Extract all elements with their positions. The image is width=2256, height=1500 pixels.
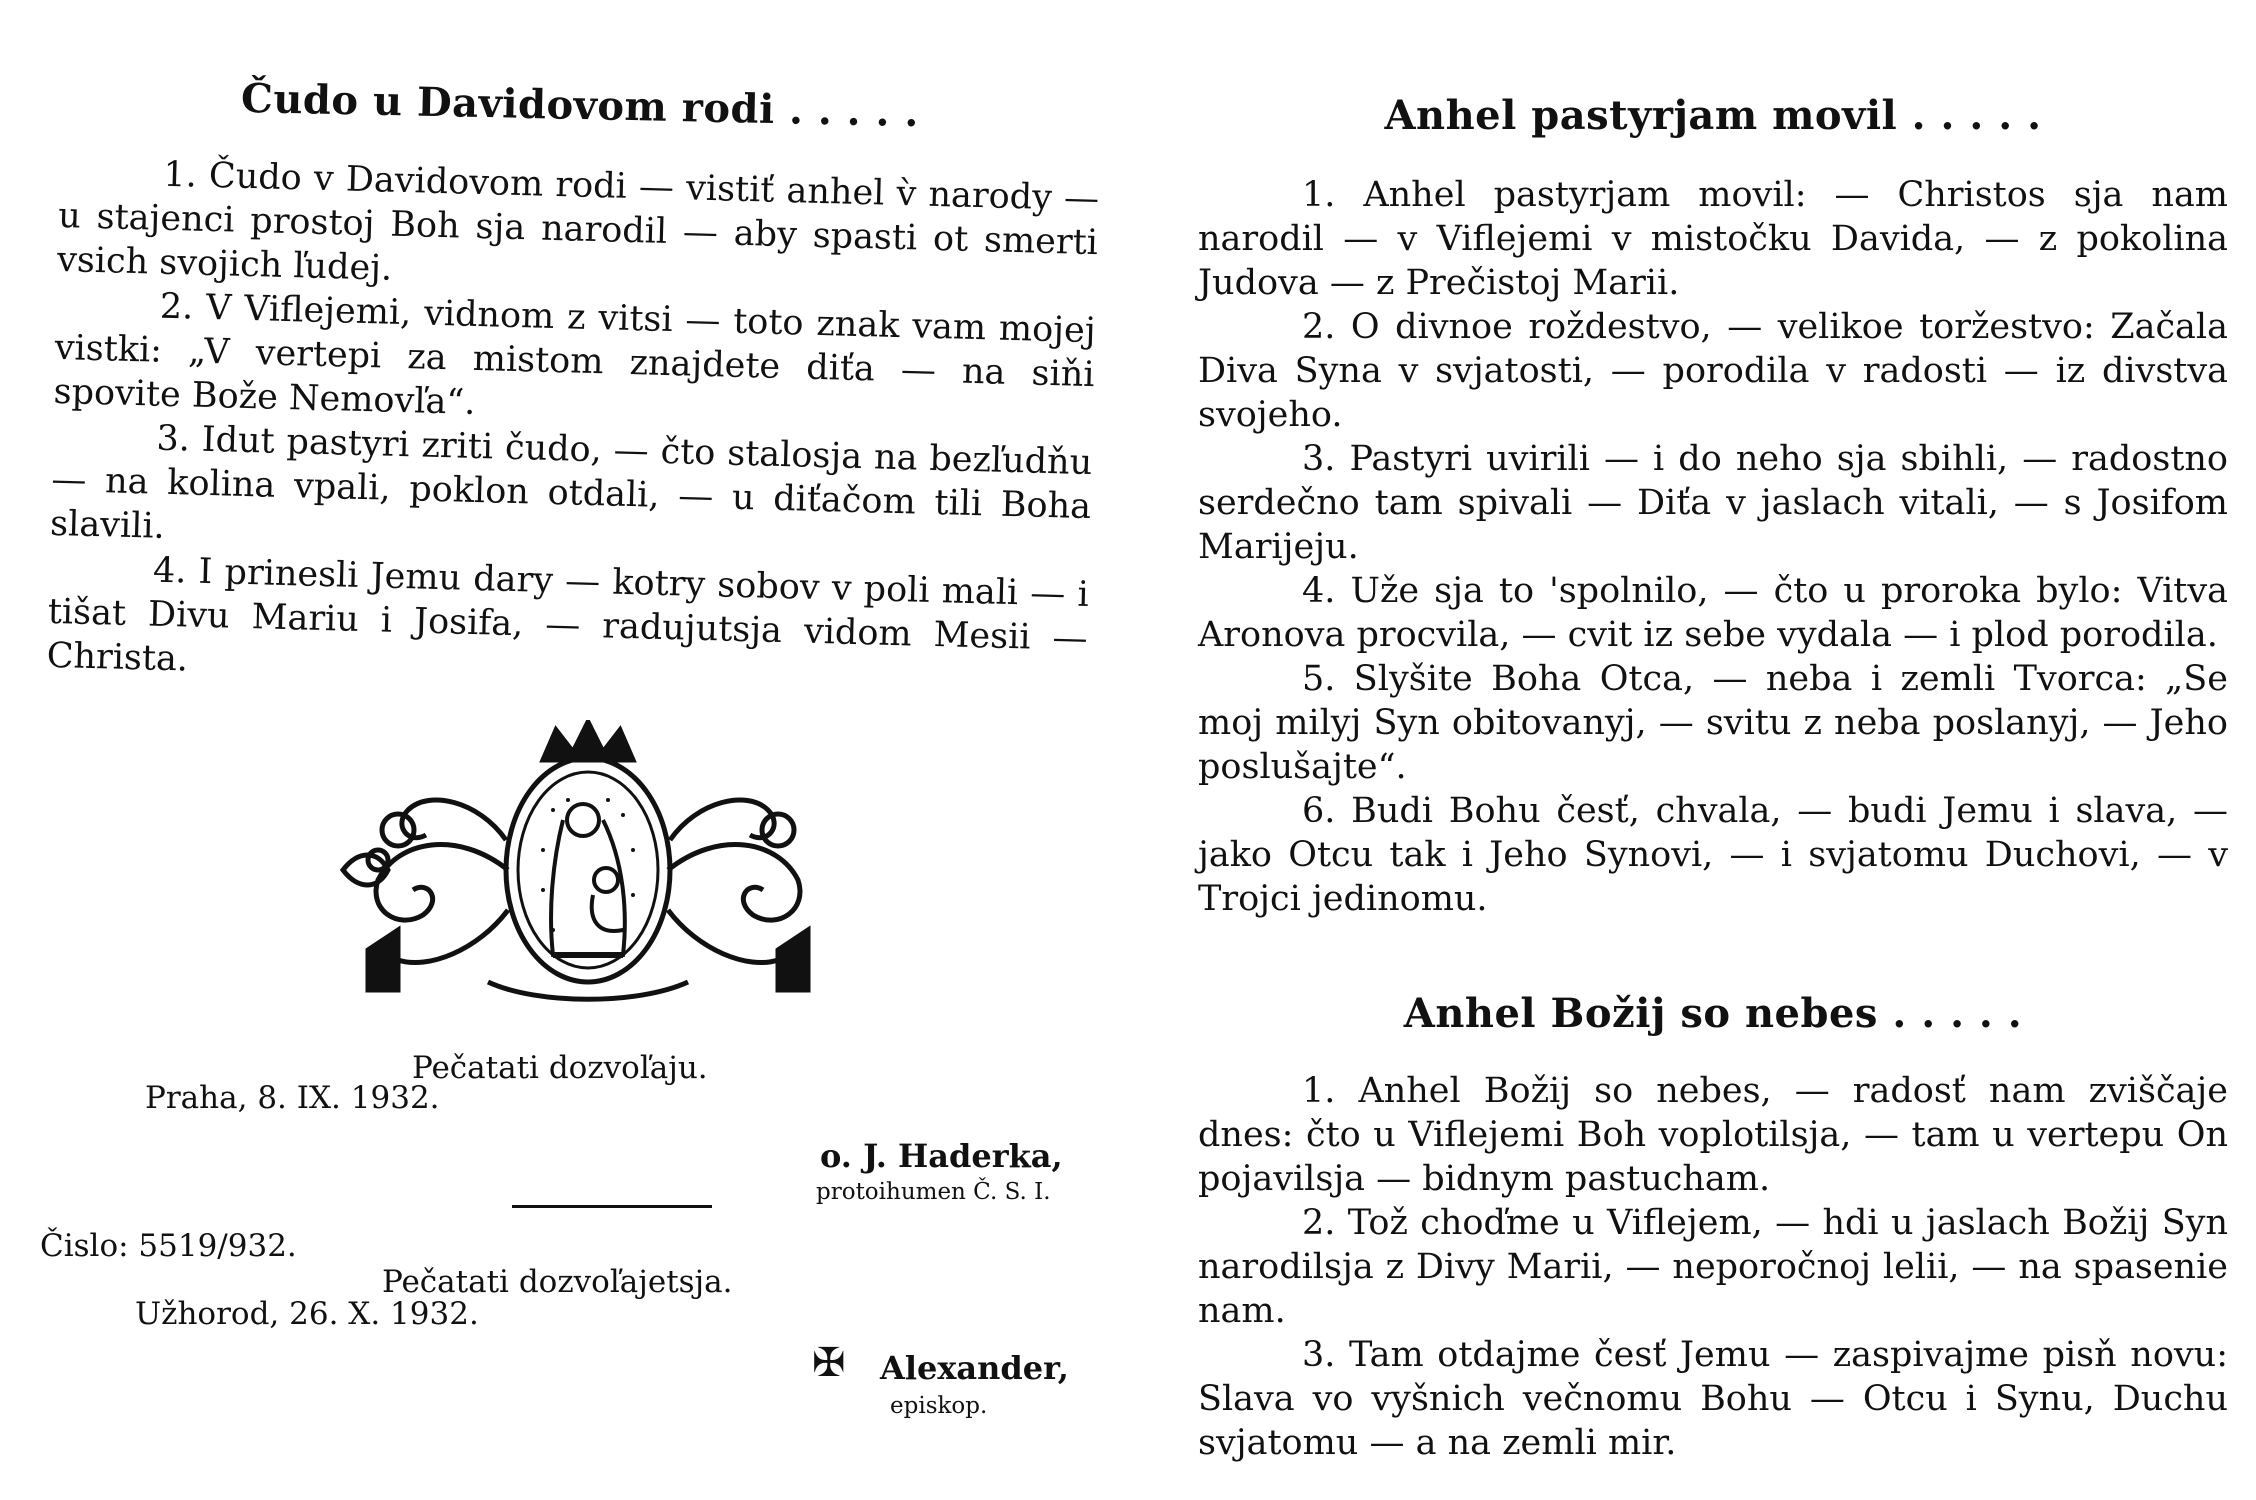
- imprimatur-2-signer-title: episkop.: [890, 1393, 988, 1419]
- verse-1: 1. Anhel Božij so nebes, — radosť nam zviščaje dnes: čto u Viflejemi Boh voplotilsja, — tam u vertepu On pojavilsja — bidnym pastucham.: [1198, 1071, 2228, 1199]
- imprimatur-1-signer-title: protoihumen Č. S. I.: [816, 1179, 1051, 1205]
- imprimatur-1-permission: Pečatati dozvoľaju.: [412, 1050, 708, 1086]
- verses-anhel-bozij: [1198, 1069, 2228, 1465]
- verses-anhel-pastyrjam: [1198, 173, 2228, 921]
- divider-rule: [512, 1205, 712, 1208]
- verse-1: 1. Čudo v Davidovom rodi — vistiť anhel v̀ narody — u stajenci prostoj Boh sja narodil — aby spasti ot smerti vsich svojich ľudej.: [56, 154, 1100, 289]
- song-anhel-bozij: [1198, 990, 2228, 1465]
- verse-2: 2. O divnoe roždestvo, — velikoe toržestvo: Začala Diva Syna v svjatosti, — porodila v radosti — iz divstva svojeho.: [1198, 307, 2228, 435]
- imprimatur-2-place-date: Užhorod, 26. X. 1932.: [135, 1296, 479, 1332]
- song-title-anhel-bozij: Anhel Božij so nebes . . . . .: [1403, 990, 2023, 1037]
- verse-2: 2. Tož choďme u Viflejem, — hdi u jaslach Božij Syn narodilsja z Divy Marii, — neporočnoj lelii, — na spasenie nam.: [1198, 1203, 2228, 1331]
- song-anhel-pastyrjam: [1198, 92, 2228, 921]
- verse-6: 6. Budi Bohu česť, chvala, — budi Jemu i slava, — jako Otcu tak i Jeho Synovi, — i svjatomu Duchovi, — v Trojci jedinomu.: [1198, 791, 2228, 919]
- imprimatur-2-number: Čislo: 5519/932.: [40, 1228, 297, 1264]
- verses-cudo: [46, 150, 1099, 705]
- imprimatur-1-place-date: Praha, 8. IX. 1932.: [145, 1080, 440, 1116]
- verse-1: 1. Anhel pastyrjam movil: — Christos sja nam narodil — v Viflejemi v mistočku Davida, — z pokolina Judova — z Prečistoj Marii.: [1198, 175, 2228, 303]
- verse-3: 3. Pastyri uvirili — i do neho sja sbihli, — radostno serdečno tam spivali — Diťa v jaslach vitali, — s Josifom Marijeju.: [1198, 439, 2228, 567]
- song-title-anhel-pastyrjam: Anhel pastyrjam movil . . . . .: [1384, 92, 2042, 139]
- verse-4: 4. I prinesli Jemu dary — kotry sobov v poli mali — i tišat Divu Mariu i Josifa, — radujutsja vidom Mesii — Christa.: [46, 550, 1090, 680]
- song-title-cudo: Čudo u Davidovom rodi . . . . .: [240, 74, 920, 137]
- imprimatur-2-signer: Alexander,: [880, 1349, 1069, 1387]
- verse-2: 2. V Viflejemi, vidnom z vitsi — toto znak vam mojej vistki: „V vertepi za mistom znajdete diťa — na siňi spovite Bože Nemovľa“.: [53, 286, 1097, 423]
- verse-4: 4. Uže sja to 'spolnilo, — čto u proroka bylo: Vitva Aronova procvila, — cvit iz sebe vydala — i plod porodila.: [1198, 571, 2228, 655]
- verse-5: 5. Slyšite Boha Otca, — neba i zemli Tvorca: „Se moj milyj Syn obitovanyj, — svitu z neba poslanyj, — Jeho poslušajte“.: [1198, 659, 2228, 787]
- imprimatur-1-signer: o. J. Haderka,: [820, 1137, 1063, 1175]
- madonna-emblem: [338, 720, 838, 1010]
- verse-3: 3. Idut pastyri zriti čudo, — čto stalosja na bezľudňu — na kolina vpali, poklon otdali, — u diťačom tili Boha slavili.: [49, 418, 1093, 547]
- verse-3: 3. Tam otdajme česť Jemu — zaspivajme pisň novu: Slava vo vyšnich večnomu Bohu — Otcu i Synu, Duchu svjatomu — a na zemli mir.: [1198, 1335, 2228, 1463]
- maltese-cross-icon: ✠: [812, 1340, 846, 1386]
- imprimatur-2-permission: Pečatati dozvoľajetsja.: [382, 1264, 733, 1300]
